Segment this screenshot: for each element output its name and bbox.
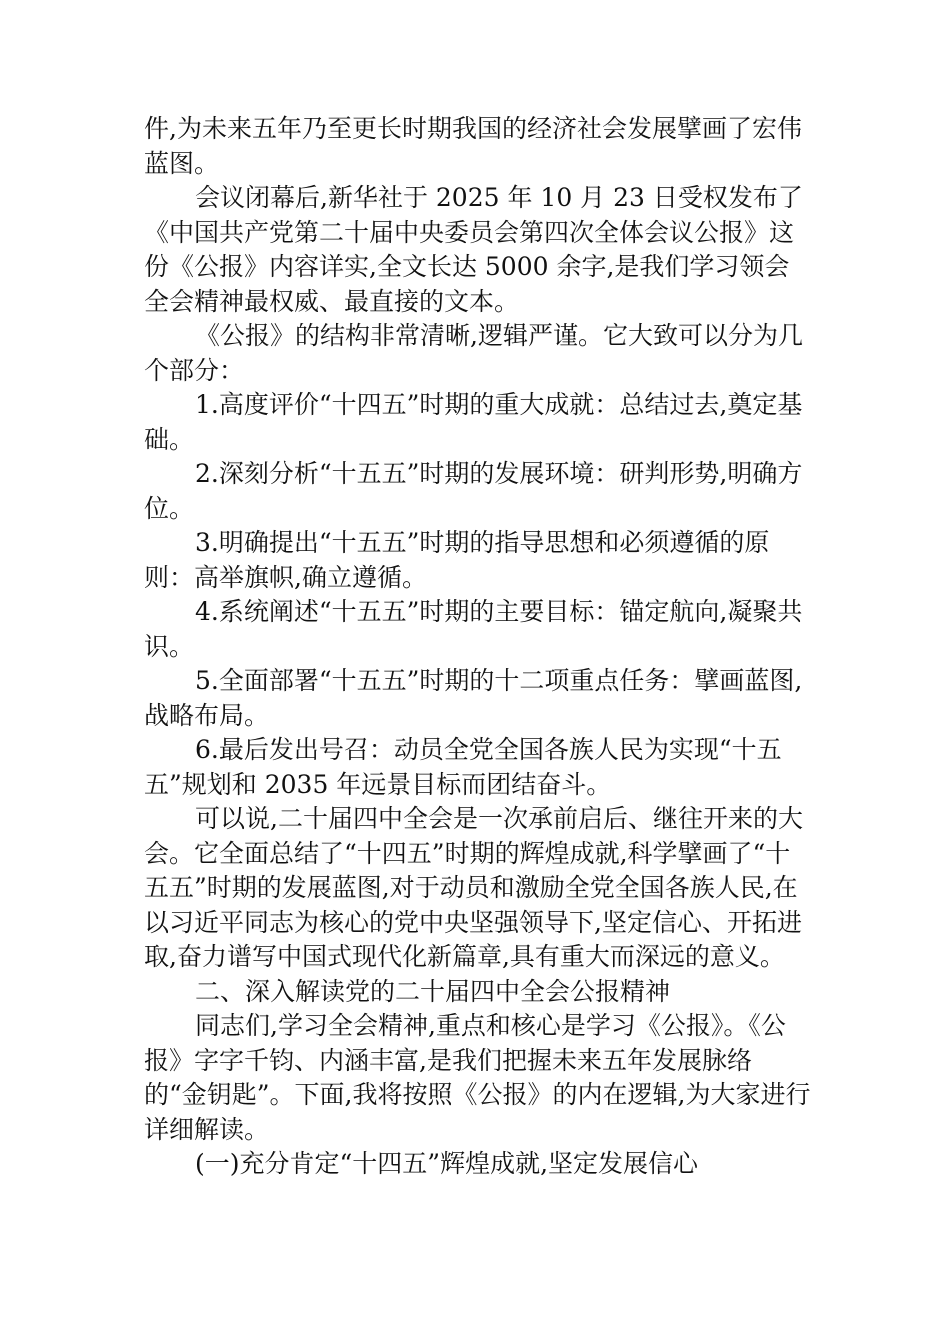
list-item-4: 4.系统阐述“十五五”时期的主要目标：锚定航向,凝聚共识。 xyxy=(144,597,803,661)
paragraph-continuation: 件,为未来五年乃至更长时期我国的经济社会发展擘画了宏伟蓝图。 xyxy=(144,114,802,178)
paragraph-communique-release: 会议闭幕后,新华社于 2025 年 10 月 23 日受权发布了《中国共产党第二十届中央委员会第四次全体会议公报》这份《公报》内容详实,全文长达 5000 余字,是我们学习领会全会精神最权威、最直接的文本。 xyxy=(144,183,803,316)
paragraph-significance: 可以说,二十届四中全会是一次承前启后、继往开来的大会。它全面总结了“十四五”时期的辉煌成就,科学擘画了“十五五”时期的发展蓝图,对于动员和激励全党全国各族人民,在以习近平同志为核心的党中央坚强领导下,坚定信心、开拓进取,奋力谱写中国式现代化新篇章,具有重大而深远的意义。 xyxy=(144,804,803,971)
document-body xyxy=(144,112,814,1182)
paragraph-study-core: 同志们,学习全会精神,重点和核心是学习《公报》。《公报》字字千钧、内涵丰富,是我们把握未来五年发展脉络的“金钥匙”。下面,我将按照《公报》的内在逻辑,为大家进行详细解读。 xyxy=(144,1011,811,1144)
paragraph-structure-intro: 《公报》的结构非常清晰,逻辑严谨。它大致可以分为几个部分： xyxy=(144,321,803,385)
list-item-6: 6.最后发出号召：动员全党全国各族人民为实现“十五五”规划和 2035 年远景目标而团结奋斗。 xyxy=(144,735,782,799)
section-heading-two: 二、深入解读党的二十届四中全会公报精神 xyxy=(195,976,671,1006)
list-item-5: 5.全面部署“十五五”时期的十二项重点任务：擘画蓝图,战略布局。 xyxy=(144,666,803,730)
list-item-3: 3.明确提出“十五五”时期的指导思想和必须遵循的原则：高举旗帜,确立遵循。 xyxy=(144,528,770,592)
list-item-1: 1.高度评价“十四五”时期的重大成就：总结过去,奠定基础。 xyxy=(144,390,803,454)
subsection-heading-one: (一)充分肯定“十四五”辉煌成就,坚定发展信心 xyxy=(195,1149,699,1178)
list-item-2: 2.深刻分析“十五五”时期的发展环境：研判形势,明确方位。 xyxy=(144,459,803,523)
